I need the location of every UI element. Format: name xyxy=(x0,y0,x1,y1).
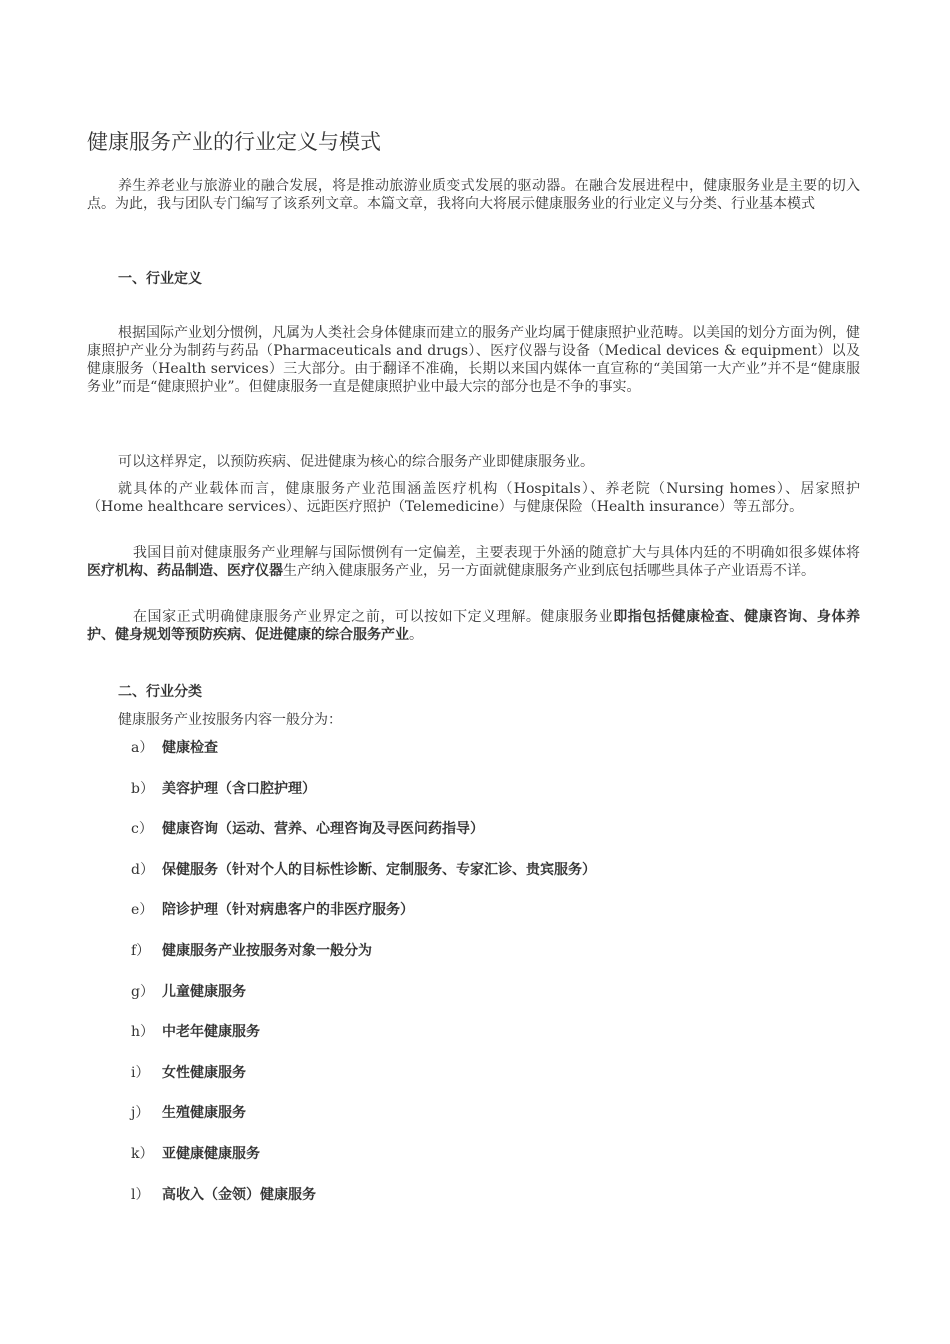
list-item-text: 健康服务产业按服务对象一般分为 xyxy=(162,943,372,959)
definition-paragraph-5 xyxy=(87,608,860,644)
list-item-text: 美容护理（含口腔护理） xyxy=(162,781,316,797)
paragraph-5-bold-text: 即指包括健康检查、健康咨询、身体养护、健身规划等预防疾病、促进健康的综合服务产业 xyxy=(87,609,861,643)
classification-item xyxy=(131,1062,246,1082)
classification-item xyxy=(131,1102,246,1122)
list-marker: k） xyxy=(131,1146,154,1162)
list-marker: f） xyxy=(131,943,151,959)
list-item-text: 健康咨询（运动、营养、心理咨询及寻医问药指导） xyxy=(162,821,484,837)
section-heading-classification: 二、行业分类 xyxy=(118,684,202,700)
classification-item xyxy=(131,818,484,838)
classification-item xyxy=(131,1184,316,1204)
list-item-text: 中老年健康服务 xyxy=(162,1024,260,1040)
definition-paragraph-4 xyxy=(87,544,860,580)
list-marker: i） xyxy=(131,1065,150,1081)
list-item-text: 儿童健康服务 xyxy=(162,984,246,1000)
list-marker: d） xyxy=(131,862,154,878)
list-marker: l） xyxy=(131,1187,150,1203)
classification-item xyxy=(131,899,414,919)
paragraph-5-text-a: 在国家正式明确健康服务产业界定之前，可以按如下定义理解。健康服务业 xyxy=(133,609,614,625)
intro-paragraph: 养生养老业与旅游业的融合发展，将是推动旅游业质变式发展的驱动器。在融合发展进程中，健康服务业是主要的切入点。为此，我与团队专门编写了该系列文章。本篇文章，我将向大将展示健康服务业的行业定义与分类、行业基本模式 xyxy=(87,178,860,212)
definition-paragraph-1: 根据国际产业划分惯例，凡属为人类社会身体健康而建立的服务产业均属于健康照护业范畴。以美国的划分方面为例，健康照护产业分为制药与药品（Pharmaceuticals and drugs）、医疗仪器与设备（Medical devices & equipment）以及健康服务（Health services）三大部分。由于翻译不准确，长期以来国内媒体一直宣称的“美国第一大产业”并不是“健康服务业”而是“健康照护业”。但健康服务一直是健康照护业中最大宗的部分也是不争的事实。 xyxy=(87,325,860,395)
list-marker: c） xyxy=(131,821,153,837)
classification-item xyxy=(131,981,246,1001)
section-heading-definition: 一、行业定义 xyxy=(118,271,202,287)
list-item-text: 生殖健康服务 xyxy=(162,1105,246,1121)
list-item-text: 陪诊护理（针对病患客户的非医疗服务） xyxy=(162,902,414,918)
list-marker: a） xyxy=(131,740,154,756)
paragraph-4-text-c: 生产纳入健康服务产业，另一方面就健康服务产业到底包括哪些具体子产业语焉不详。 xyxy=(283,563,815,579)
definition-paragraph-2: 可以这样界定，以预防疾病、促进健康为核心的综合服务产业即健康服务业。 xyxy=(118,454,594,470)
classification-item xyxy=(131,1021,260,1041)
list-item-text: 保健服务（针对个人的目标性诊断、定制服务、专家汇诊、贵宾服务） xyxy=(162,862,596,878)
list-item-text: 健康检查 xyxy=(162,740,218,756)
paragraph-5-text-c: 。 xyxy=(409,627,423,643)
classification-item xyxy=(131,737,218,757)
page-title: 健康服务产业的行业定义与模式 xyxy=(87,130,381,154)
list-item-text: 女性健康服务 xyxy=(162,1065,246,1081)
list-marker: e） xyxy=(131,902,154,918)
list-marker: b） xyxy=(131,781,154,797)
list-marker: j） xyxy=(131,1105,150,1121)
list-marker: g） xyxy=(131,984,154,1000)
list-item-text: 亚健康健康服务 xyxy=(162,1146,260,1162)
list-marker: h） xyxy=(131,1024,155,1040)
classification-lead: 健康服务产业按服务内容一般分为： xyxy=(118,712,342,728)
paragraph-4-bold-text: 医疗机构、药品制造、医疗仪器 xyxy=(87,563,283,579)
classification-item xyxy=(131,859,596,879)
classification-item xyxy=(131,1143,260,1163)
list-item-text: 高收入（金领）健康服务 xyxy=(162,1187,316,1203)
paragraph-4-text-a: 我国目前对健康服务产业理解与国际惯例有一定偏差，主要表现于外涵的随意扩大与具体内廷的不明确如很多媒体将 xyxy=(133,545,860,561)
definition-paragraph-3: 就具体的产业载体而言，健康服务产业范围涵盖医疗机构（Hospitals）、养老院（Nursing homes）、居家照护（Home healthcare services）、远距医疗照护（Telemedicine）与健康保险（Health insurance）等五部分。 xyxy=(87,481,860,515)
classification-item xyxy=(131,778,316,798)
classification-item xyxy=(131,940,372,960)
